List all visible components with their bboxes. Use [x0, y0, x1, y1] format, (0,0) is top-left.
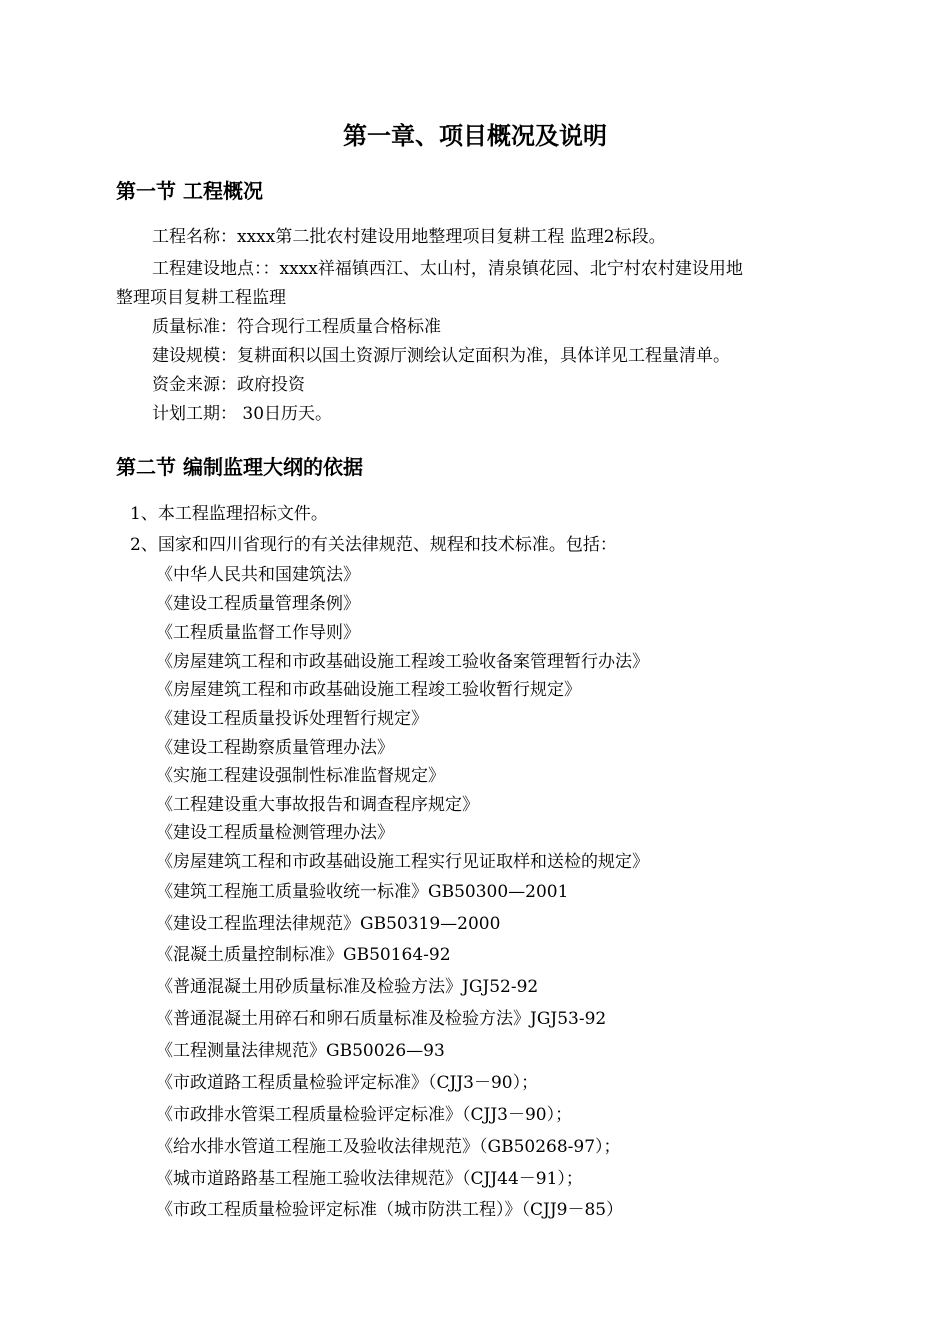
- reference-item: 《中华人民共和国建筑法》: [156, 565, 360, 585]
- list-item: 1、本工程监理招标文件。: [130, 504, 328, 524]
- list-item: 2、国家和四川省现行的有关法律规范、规程和技术标准。包括：: [130, 535, 617, 555]
- reference-item: 《实施工程建设强制性标准监督规定》: [156, 766, 445, 786]
- chapter-title: 第一章、项目概况及说明: [343, 121, 607, 150]
- section-title-basis: 第二节 编制监理大纲的依据: [116, 455, 363, 479]
- reference-item: 《建筑工程施工质量验收统一标准》GB50300—2001: [156, 882, 569, 902]
- reference-item: 《普通混凝土用砂质量标准及检验方法》JGJ52-92: [156, 977, 539, 997]
- reference-item: 《混凝土质量控制标准》GB50164-92: [156, 945, 451, 965]
- construction-scale: 建设规模：复耕面积以国土资源厅测绘认定面积为准，具体详见工程量清单。: [152, 346, 730, 366]
- reference-item: 《建设工程质量管理条例》: [156, 594, 360, 614]
- section-title-overview: 第一节 工程概况: [116, 179, 263, 203]
- reference-item: 《房屋建筑工程和市政基础设施工程竣工验收备案管理暂行办法》: [156, 652, 649, 672]
- funding-source: 资金来源：政府投资: [152, 375, 305, 395]
- reference-item: 《工程质量监督工作导则》: [156, 623, 360, 643]
- reference-item: 《市政工程质量检验评定标准（城市防洪工程）》（CJJ9－85）: [156, 1200, 624, 1220]
- reference-item: 《城市道路路基工程施工验收法律规范》（CJJ44－91）；: [156, 1169, 583, 1189]
- reference-item: 《建设工程质量投诉处理暂行规定》: [156, 709, 428, 729]
- reference-item: 《建设工程监理法律规范》GB50319—2000: [156, 914, 501, 934]
- planned-duration: 计划工期： 30日历天。: [152, 404, 333, 424]
- reference-item: 《市政道路工程质量检验评定标准》（CJJ3－90）；: [156, 1073, 539, 1093]
- project-location: 工程建设地点：：xxxx祥福镇西江、太山村，清泉镇花园、北宁村农村建设用地: [152, 259, 743, 279]
- quality-standard: 质量标准：符合现行工程质量合格标准: [152, 317, 441, 337]
- reference-item: 《工程建设重大事故报告和调查程序规定》: [156, 795, 479, 815]
- reference-item: 《给水排水管道工程施工及验收法律规范》（GB50268-97）；: [156, 1137, 621, 1157]
- reference-item: 《房屋建筑工程和市政基础设施工程实行见证取样和送检的规定》: [156, 852, 649, 872]
- reference-item: 《工程测量法律规范》GB50026—93: [156, 1041, 445, 1061]
- reference-item: 《市政排水管渠工程质量检验评定标准》（CJJ3－90）；: [156, 1105, 573, 1125]
- reference-item: 《建设工程质量检测管理办法》: [156, 823, 394, 843]
- project-name: 工程名称：xxxx第二批农村建设用地整理项目复耕工程 监理2标段。: [152, 227, 666, 247]
- project-location-continued: 整理项目复耕工程监理: [116, 288, 286, 308]
- reference-item: 《房屋建筑工程和市政基础设施工程竣工验收暂行规定》: [156, 680, 581, 700]
- reference-item: 《建设工程勘察质量管理办法》: [156, 738, 394, 758]
- reference-item: 《普通混凝土用碎石和卵石质量标准及检验方法》JGJ53-92: [156, 1009, 607, 1029]
